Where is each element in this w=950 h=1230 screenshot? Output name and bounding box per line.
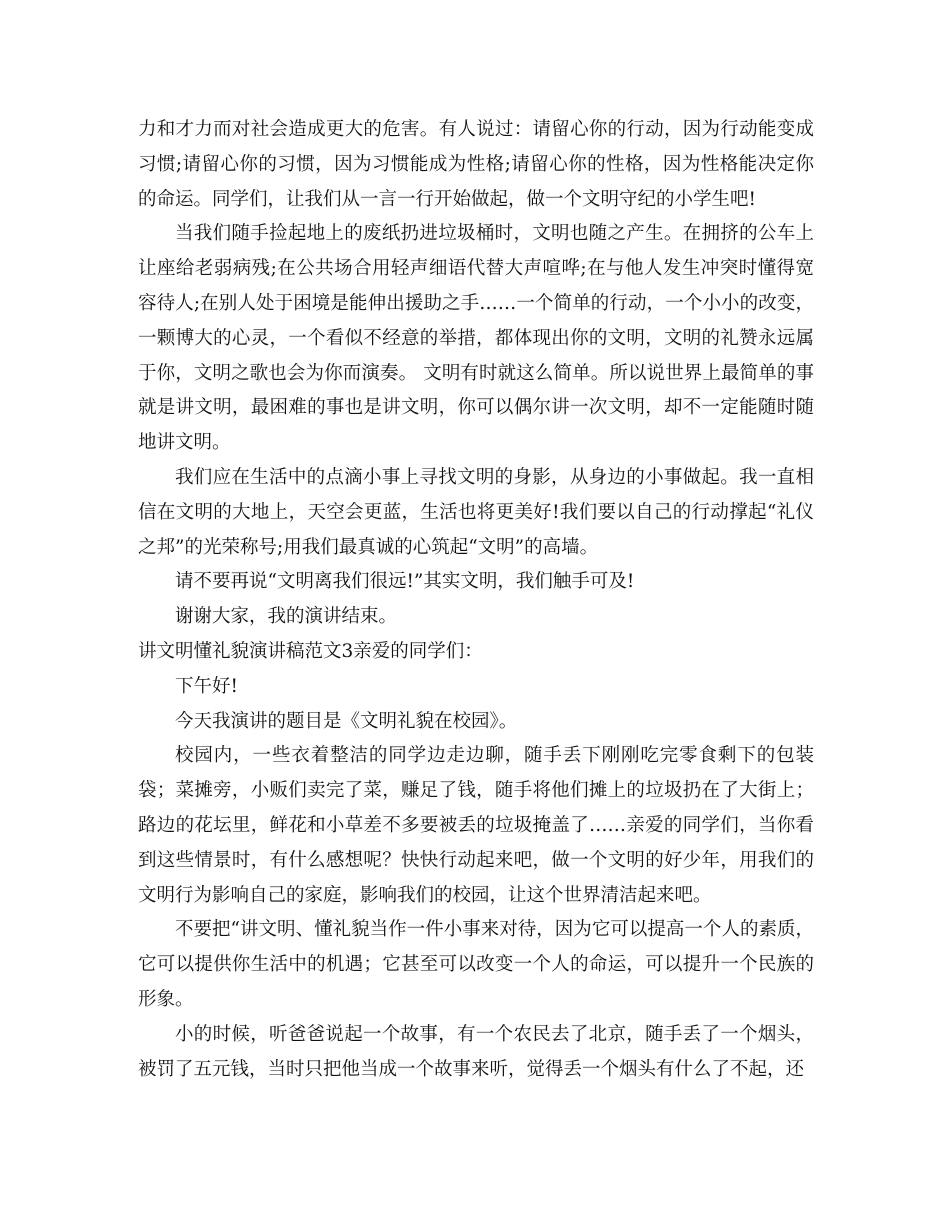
- paragraph: 小的时候，听爸爸说起一个故事，有一个农民去了北京，随手丢了一个烟头，被罚了五元钱，当时只把他当成一个故事来听，觉得丢一个烟头有什么了不起，还: [138, 1023, 814, 1080]
- speech-title-line: 今天我演讲的题目是《文明礼貌在校园》。: [175, 710, 518, 732]
- paragraph: 请不要再说“文明离我们很远!”其实文明，我们触手可及!: [175, 571, 635, 593]
- paragraph-continued: 力和才力而对社会造成更大的危害。有人说过：请留心你的行动，因为行动能变成习惯;请留心你的习惯，因为习惯能成为性格;请留心你的性格，因为性格能决定你的命运。同学们，让我们从一言一行开始做起，做一个文明守纪的小学生吧!: [138, 119, 814, 210]
- paragraph: 谢谢大家，我的演讲结束。: [175, 606, 398, 628]
- paragraph: 当我们随手捡起地上的废纸扔进垃圾桶时，文明也随之产生。在拥挤的公车上让座给老弱病残;在公共场合用轻声细语代替大声喧哗;在与他人发生冲突时懂得宽容待人;在别人处于困境是能伸出援助之手……一个简单的行动，一个小小的改变，一颗博大的心灵，一个看似不经意的举措，都体现出你的文明，文明的礼赞永远属于你，文明之歌也会为你而演奏。 文明有时就这么简单。所以说世界上最简单的事就是讲文明，最困难的事也是讲文明，你可以偶尔讲一次文明，却不一定能随时随地讲文明。: [138, 223, 814, 454]
- paragraph: 我们应在生活中的点滴小事上寻找文明的身影，从身边的小事做起。我一直相信在文明的大地上，天空会更蓝，生活也将更美好!我们要以自己的行动撑起“礼仪之邦”的光荣称号;用我们最真诚的心筑起“文明”的高墙。: [138, 466, 814, 558]
- section-heading: 讲文明懂礼貌演讲稿范文3亲爱的同学们：: [138, 640, 483, 662]
- paragraph: 不要把“讲文明、懂礼貌当作一件小事来对待，因为它可以提高一个人的素质，它可以提供你生活中的机遇；它甚至可以改变一个人的命运，可以提升一个民族的形象。: [138, 919, 814, 1010]
- paragraph: 校园内，一些衣着整洁的同学边走边聊，随手丢下刚刚吃完零食剩下的包装袋；菜摊旁，小贩们卖完了菜，赚足了钱，随手将他们摊上的垃圾扔在了大街上；路边的花坛里，鲜花和小草差不多要被丢的垃圾掩盖了……亲爱的同学们，当你看到这些情景时，有什么感想呢？快快行动起来吧，做一个文明的好少年，用我们的文明行为影响自己的家庭，影响我们的校园，让这个世界清洁起来吧。: [138, 745, 814, 906]
- greeting: 下午好!: [175, 675, 238, 697]
- document-body: [138, 113, 814, 1087]
